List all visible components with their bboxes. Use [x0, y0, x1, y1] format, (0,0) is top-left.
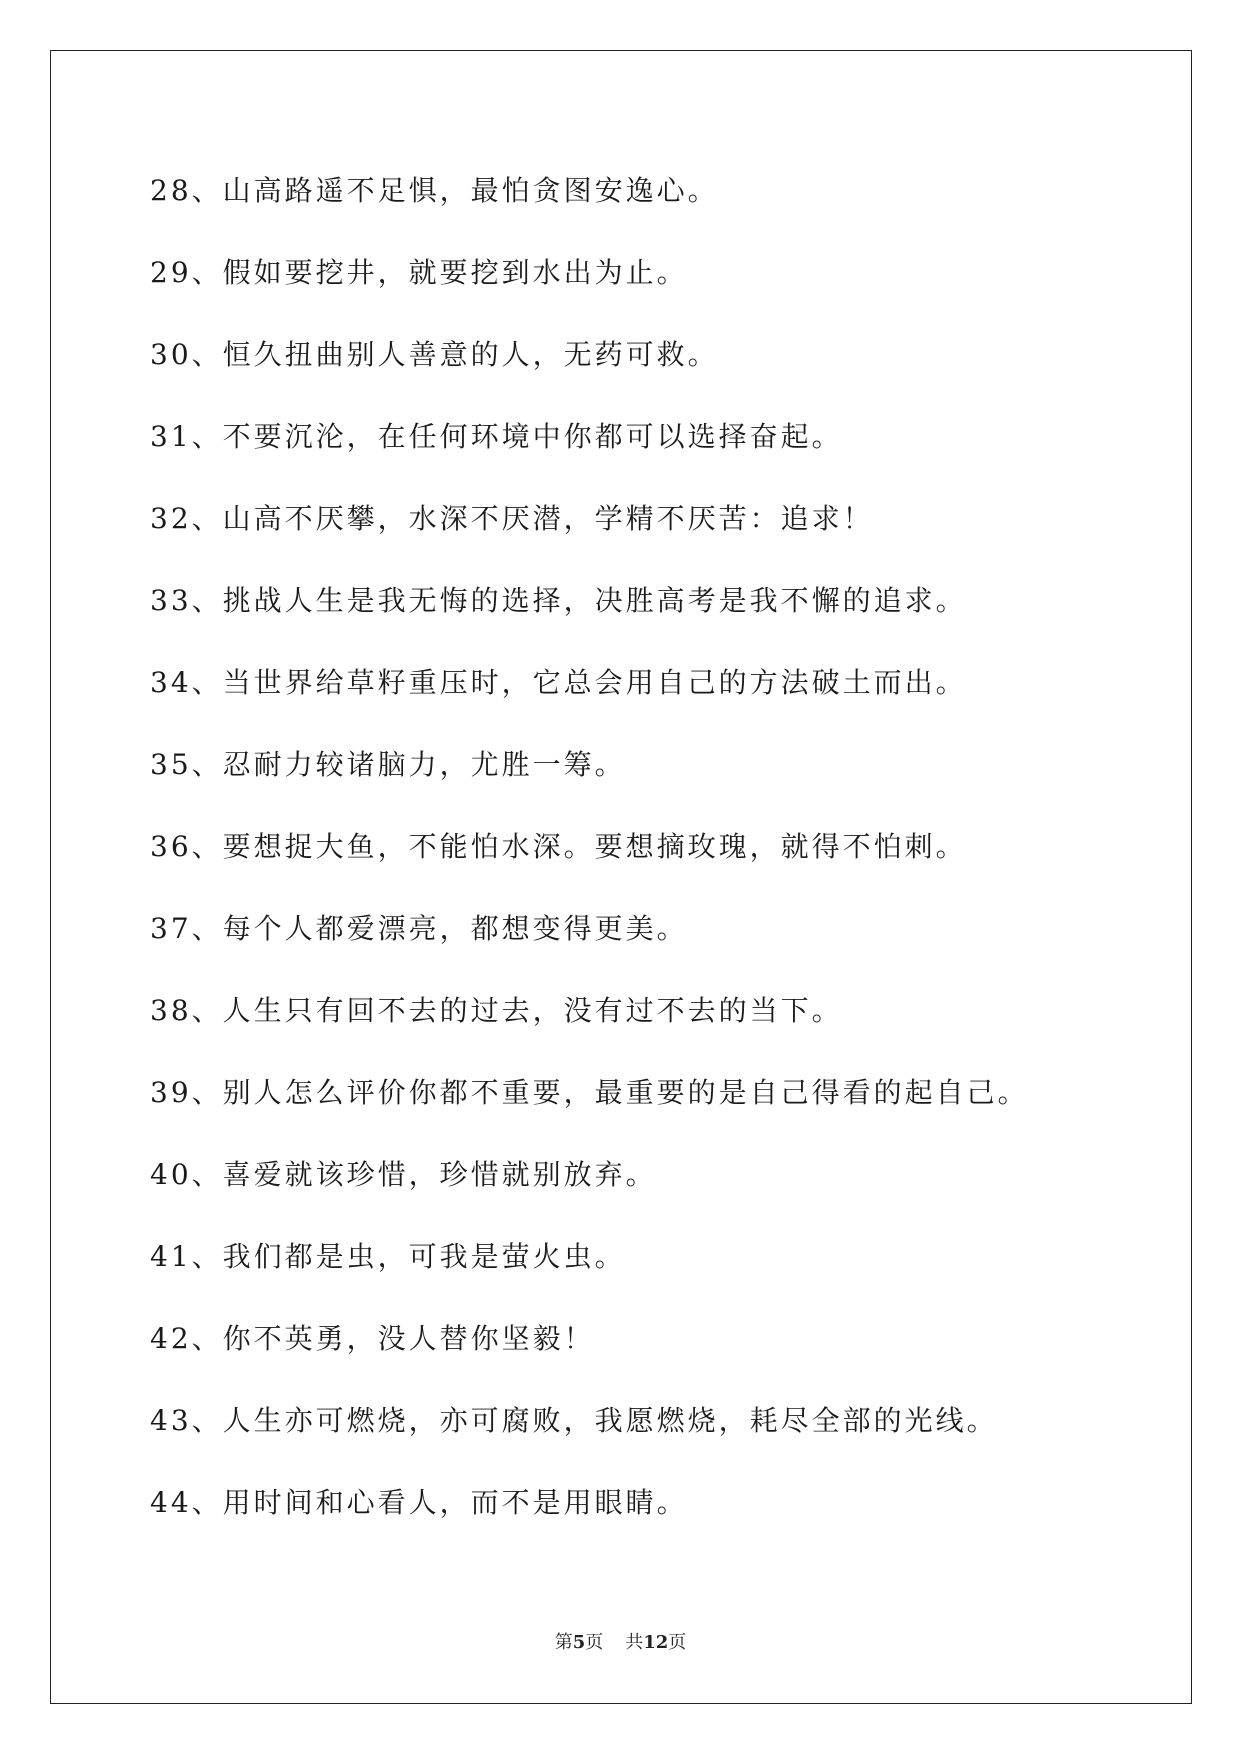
quote-item: 44、用时间和心看人，而不是用眼睛。 — [150, 1486, 688, 1519]
quote-item: 40、喜爱就该珍惜，珍惜就别放弃。 — [150, 1158, 657, 1191]
quote-item: 31、不要沉沦，在任何环境中你都可以选择奋起。 — [150, 420, 843, 453]
quote-item: 35、忍耐力较诸脑力，尤胜一筹。 — [150, 748, 626, 781]
quote-item: 33、挑战人生是我无悔的选择，决胜高考是我不懈的追求。 — [150, 584, 967, 617]
page-suffix: 页 — [585, 1632, 604, 1653]
current-page-number: 5 — [572, 1632, 586, 1653]
quote-item: 30、恒久扭曲别人善意的人，无药可救。 — [150, 338, 719, 371]
quote-item: 32、山高不厌攀，水深不厌潜，学精不厌苦：追求！ — [150, 502, 874, 535]
quote-list — [150, 168, 1150, 1562]
quote-item: 34、当世界给草籽重压时，它总会用自己的方法破土而出。 — [150, 666, 967, 699]
quote-item: 42、你不英勇，没人替你坚毅！ — [150, 1322, 595, 1355]
page-prefix: 第 — [554, 1632, 573, 1653]
quote-item: 38、人生只有回不去的过去，没有过不去的当下。 — [150, 994, 843, 1027]
total-suffix: 页 — [668, 1632, 687, 1653]
quote-item: 41、我们都是虫，可我是萤火虫。 — [150, 1240, 626, 1273]
quote-item: 43、人生亦可燃烧，亦可腐败，我愿燃烧，耗尽全部的光线。 — [150, 1404, 998, 1437]
total-prefix: 共 — [625, 1632, 644, 1653]
total-page-count: 12 — [643, 1632, 669, 1653]
quote-item: 28、山高路遥不足惧，最怕贪图安逸心。 — [150, 174, 719, 207]
quote-item: 39、别人怎么评价你都不重要，最重要的是自己得看的起自己。 — [150, 1076, 1029, 1109]
page-footer — [0, 1628, 1241, 1654]
quote-item: 29、假如要挖井，就要挖到水出为止。 — [150, 256, 688, 289]
quote-item: 36、要想捉大鱼，不能怕水深。要想摘玫瑰，就得不怕刺。 — [150, 830, 967, 863]
quote-item: 37、每个人都爱漂亮，都想变得更美。 — [150, 912, 688, 945]
